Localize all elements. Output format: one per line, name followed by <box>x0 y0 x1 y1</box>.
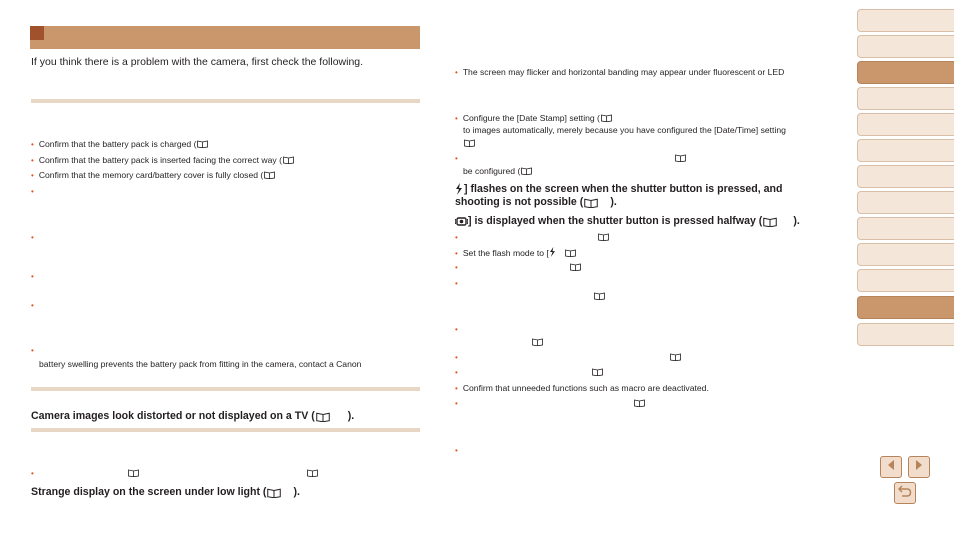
list-item: • <box>455 352 681 363</box>
book-icon[interactable] <box>570 263 581 271</box>
list-item-continuation: to images automatically, merely because you have configured the [Date/Time] setting <box>463 125 786 135</box>
list-item: • Configure the [Date Stamp] setting ( <box>455 113 612 124</box>
list-item: • <box>31 233 34 242</box>
flash-icon <box>549 247 556 260</box>
divider-rule <box>31 387 420 391</box>
list-item-continuation <box>593 291 605 302</box>
list-item-continuation: be configured ( <box>463 166 532 177</box>
chapter-tab[interactable] <box>857 217 954 240</box>
chapter-tab[interactable] <box>857 243 954 266</box>
list-item-continuation <box>531 337 543 348</box>
list-item-continuation: battery swelling prevents the battery pack from fitting in the camera, contact a Canon <box>39 359 362 369</box>
chapter-tab[interactable] <box>857 9 954 32</box>
heading-flash-blinks-cont: shooting is not possible ( ). <box>455 196 617 208</box>
previous-page-button[interactable] <box>880 456 902 478</box>
book-icon[interactable] <box>267 488 285 496</box>
book-icon[interactable] <box>670 353 681 361</box>
heading-camera-shake: ] is displayed when the shutter button is pressed halfway ( ). <box>455 215 800 228</box>
divider-rule <box>31 99 420 103</box>
list-item: • <box>455 262 581 273</box>
divider-rule <box>31 428 420 432</box>
chapter-tab[interactable] <box>857 269 954 292</box>
book-icon[interactable] <box>264 171 275 179</box>
list-item: • <box>455 446 458 455</box>
book-icon[interactable] <box>565 249 576 257</box>
chapter-tab[interactable] <box>857 139 954 162</box>
book-icon[interactable] <box>464 139 475 147</box>
list-item: • <box>31 187 34 196</box>
list-item: • The screen may flicker and horizontal banding may appear under fluorescent or LED <box>455 67 785 77</box>
arrow-right-icon <box>914 458 924 476</box>
book-icon[interactable] <box>601 114 612 122</box>
list-item: • <box>31 301 34 310</box>
list-item-continuation <box>463 138 475 149</box>
chapter-tab[interactable] <box>857 191 954 214</box>
book-icon[interactable] <box>532 338 543 346</box>
list-item: • <box>31 468 318 479</box>
list-item: • <box>455 367 603 378</box>
intro-text: If you think there is a problem with the camera, first check the following. <box>31 56 364 68</box>
list-item: • <box>31 272 34 281</box>
list-item: • <box>31 346 34 355</box>
heading-flash-blinks: ] flashes on the screen when the shutter button is pressed, and <box>455 183 782 196</box>
list-item: • <box>455 232 609 243</box>
book-icon[interactable] <box>592 368 603 376</box>
list-item: • Confirm that the battery pack is charged ( <box>31 139 208 150</box>
heading-tv-distorted: Camera images look distorted or not displayed on a TV ( ). <box>31 410 355 422</box>
list-item: • Set the flash mode to [ <box>455 247 576 260</box>
chapter-tab[interactable] <box>857 323 954 346</box>
list-item: • Confirm that unneeded functions such as macro are deactivated. <box>455 383 709 393</box>
book-icon[interactable] <box>307 469 318 477</box>
book-icon[interactable] <box>598 233 609 241</box>
book-icon[interactable] <box>634 399 645 407</box>
heading-low-light: Strange display on the screen under low light ( ). <box>31 486 300 498</box>
chapter-tab[interactable] <box>857 165 954 188</box>
return-icon <box>898 484 912 502</box>
chapter-tab[interactable] <box>857 61 954 84</box>
book-icon[interactable] <box>675 154 686 162</box>
section-header-bar <box>30 26 420 49</box>
next-page-button[interactable] <box>908 456 930 478</box>
list-item: • Confirm that the battery pack is inserted facing the correct way ( <box>31 155 294 166</box>
chapter-tab[interactable] <box>857 113 954 136</box>
section-header-marker <box>30 26 44 40</box>
chapter-tab-current[interactable] <box>857 296 954 319</box>
arrow-left-icon <box>886 458 896 476</box>
return-button[interactable] <box>894 482 916 504</box>
list-item: • <box>455 279 458 288</box>
book-icon[interactable] <box>283 156 294 164</box>
book-icon[interactable] <box>316 412 334 420</box>
book-icon[interactable] <box>584 198 602 206</box>
book-icon[interactable] <box>594 292 605 300</box>
book-icon[interactable] <box>521 167 532 175</box>
list-item: • <box>455 153 686 164</box>
list-item: • Confirm that the memory card/battery cover is fully closed ( <box>31 170 275 181</box>
book-icon[interactable] <box>128 469 139 477</box>
list-item: • <box>455 325 458 334</box>
chapter-tab[interactable] <box>857 35 954 58</box>
list-item: • <box>455 398 645 409</box>
camera-shake-icon <box>455 215 468 232</box>
book-icon[interactable] <box>197 140 208 148</box>
chapter-tab[interactable] <box>857 87 954 110</box>
book-icon[interactable] <box>763 217 781 225</box>
